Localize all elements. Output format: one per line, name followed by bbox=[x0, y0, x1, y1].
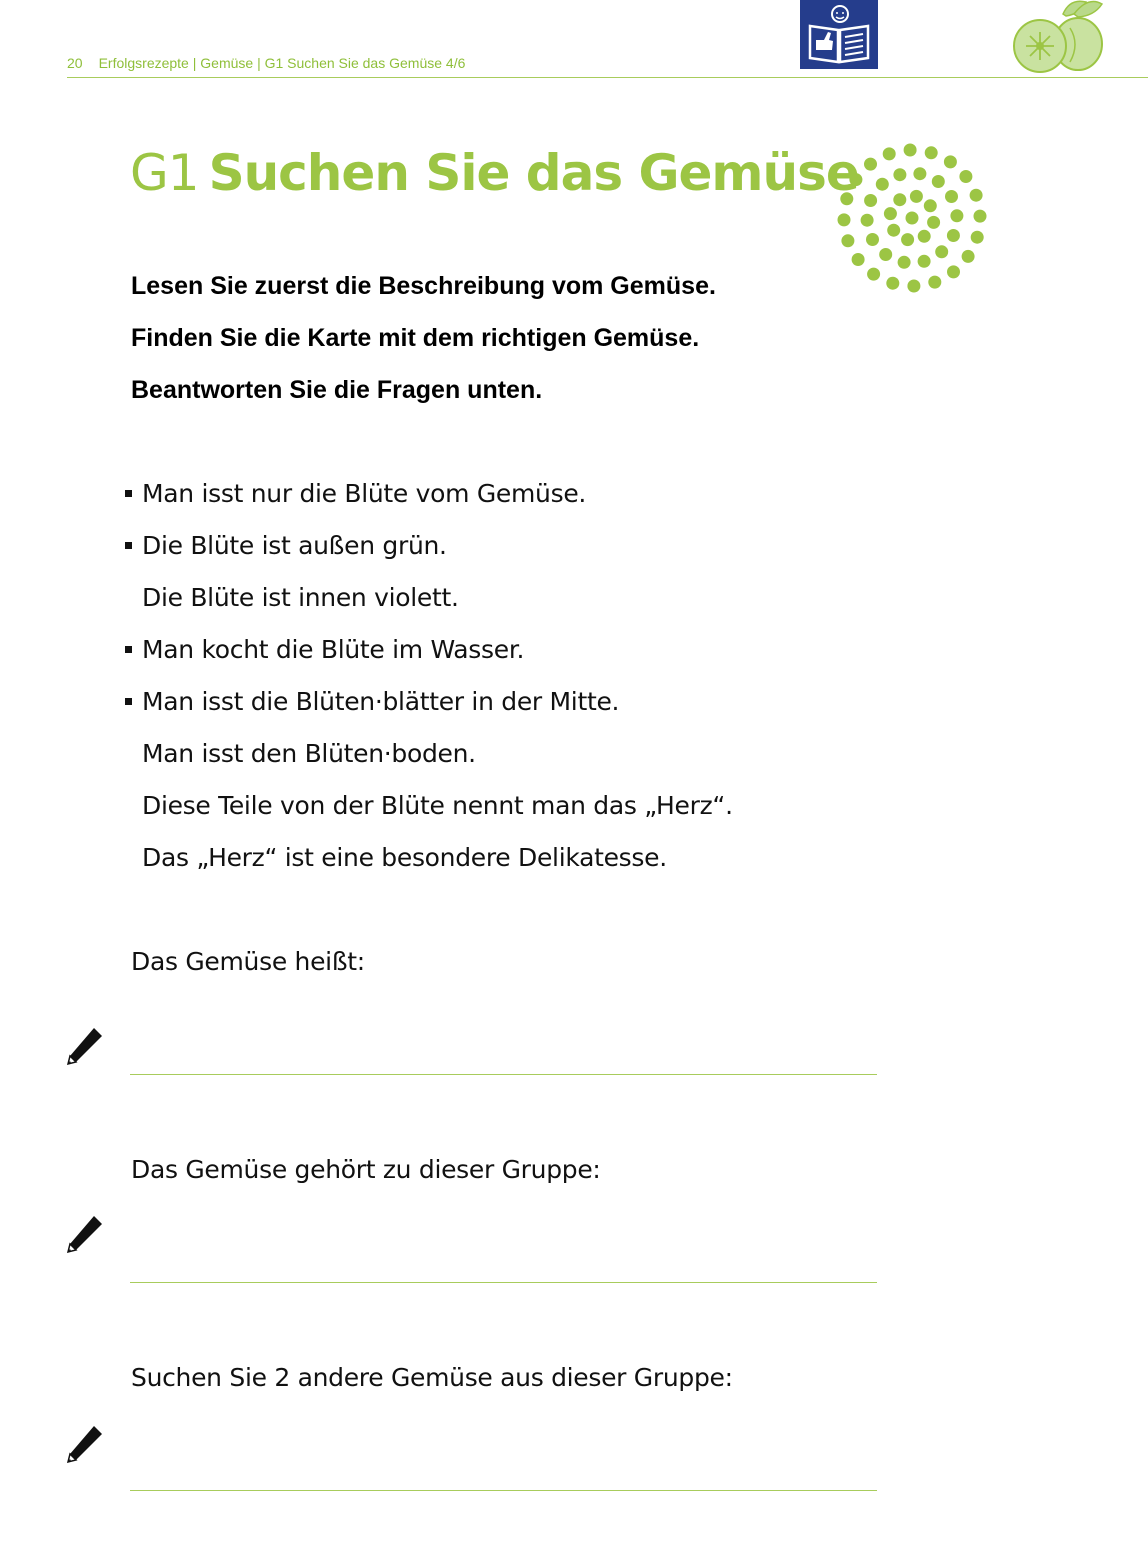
bullet-marker bbox=[125, 698, 132, 705]
decorative-dot bbox=[884, 207, 897, 220]
answer-field-2[interactable] bbox=[130, 1282, 877, 1283]
vegetable-icon bbox=[1008, 0, 1108, 76]
decorative-dot bbox=[879, 248, 892, 261]
question-3: Suchen Sie 2 andere Gemüse aus dieser Gruppe: bbox=[131, 1363, 733, 1392]
description-line-3: Die Blüte ist innen violett. bbox=[142, 583, 459, 612]
bullet-marker bbox=[125, 542, 132, 549]
question-2: Das Gemüse gehört zu dieser Gruppe: bbox=[131, 1155, 601, 1184]
decorative-dot bbox=[901, 233, 914, 246]
decorative-dot bbox=[947, 265, 960, 278]
decorative-dot bbox=[867, 268, 880, 281]
decorative-dot bbox=[861, 214, 874, 227]
pencil-icon bbox=[64, 1212, 106, 1256]
decorative-dot bbox=[918, 230, 931, 243]
pencil-icon bbox=[64, 1024, 106, 1068]
decorative-dot bbox=[924, 199, 937, 212]
decorative-dot bbox=[898, 256, 911, 269]
decorative-dot bbox=[959, 170, 972, 183]
decorative-dot bbox=[906, 212, 919, 225]
decorative-dot bbox=[910, 190, 923, 203]
decorative-dot bbox=[864, 194, 877, 207]
decorative-dot bbox=[945, 190, 958, 203]
decorative-dot bbox=[947, 229, 960, 242]
decorative-dot bbox=[918, 255, 931, 268]
decorative-dot bbox=[962, 250, 975, 263]
decorative-dot bbox=[876, 178, 889, 191]
description-line-1: Man isst nur die Blüte vom Gemüse. bbox=[142, 479, 587, 508]
decorative-dot bbox=[935, 245, 948, 258]
description-line-8: Das „Herz“ ist eine besondere Delikatesse. bbox=[142, 843, 667, 872]
decorative-dot bbox=[838, 213, 851, 226]
decorative-dot bbox=[904, 144, 917, 157]
bullet-marker bbox=[125, 490, 132, 497]
instruction-3: Beantworten Sie die Fragen unten. bbox=[131, 376, 543, 404]
decorative-dot bbox=[971, 231, 984, 244]
answer-field-3[interactable] bbox=[130, 1490, 877, 1491]
answer-field-1[interactable] bbox=[130, 1074, 877, 1075]
decorative-dot bbox=[893, 168, 906, 181]
decorative-dot bbox=[841, 234, 854, 247]
instruction-2: Finden Sie die Karte mit dem richtigen Gemüse. bbox=[131, 324, 700, 352]
description-line-5: Man isst die Blüten·blätter in der Mitte. bbox=[142, 687, 620, 716]
bullet-marker bbox=[125, 646, 132, 653]
decorative-dot bbox=[883, 147, 896, 160]
decorative-dot bbox=[907, 280, 920, 293]
decorative-dot bbox=[913, 167, 926, 180]
description-line-6: Man isst den Blüten·boden. bbox=[142, 739, 476, 768]
decorative-dot bbox=[893, 193, 906, 206]
question-1: Das Gemüse heißt: bbox=[131, 947, 365, 976]
decorative-dot bbox=[864, 158, 877, 171]
title-text: Suchen Sie das Gemüse bbox=[208, 144, 859, 202]
decorative-dot bbox=[970, 189, 983, 202]
decorative-dot bbox=[887, 224, 900, 237]
easy-read-logo-icon bbox=[800, 0, 878, 69]
description-line-7: Diese Teile von der Blüte nennt man das „Herz“. bbox=[142, 791, 733, 820]
page-header bbox=[67, 55, 465, 71]
page-title bbox=[130, 140, 859, 206]
decorative-dot bbox=[925, 146, 938, 159]
page-number: 20 bbox=[67, 55, 83, 71]
description-line-4: Man kocht die Blüte im Wasser. bbox=[142, 635, 525, 664]
title-code: G1 bbox=[130, 144, 199, 202]
instruction-1: Lesen Sie zuerst die Beschreibung vom Gemüse. bbox=[131, 272, 716, 300]
description-line-2: Die Blüte ist außen grün. bbox=[142, 531, 447, 560]
header-divider bbox=[67, 77, 1148, 78]
decorative-dot bbox=[927, 216, 940, 229]
breadcrumb: Erfolgsrezepte | Gemüse | G1 Suchen Sie das Gemüse 4/6 bbox=[98, 55, 466, 71]
pencil-icon bbox=[64, 1422, 106, 1466]
decorative-dot bbox=[974, 210, 987, 223]
decorative-dot bbox=[928, 276, 941, 289]
decorative-dot bbox=[932, 175, 945, 188]
decorative-dot bbox=[886, 277, 899, 290]
decorative-dot bbox=[852, 253, 865, 266]
decorative-dot bbox=[944, 155, 957, 168]
decorative-dot bbox=[866, 233, 879, 246]
decorative-dot bbox=[950, 209, 963, 222]
